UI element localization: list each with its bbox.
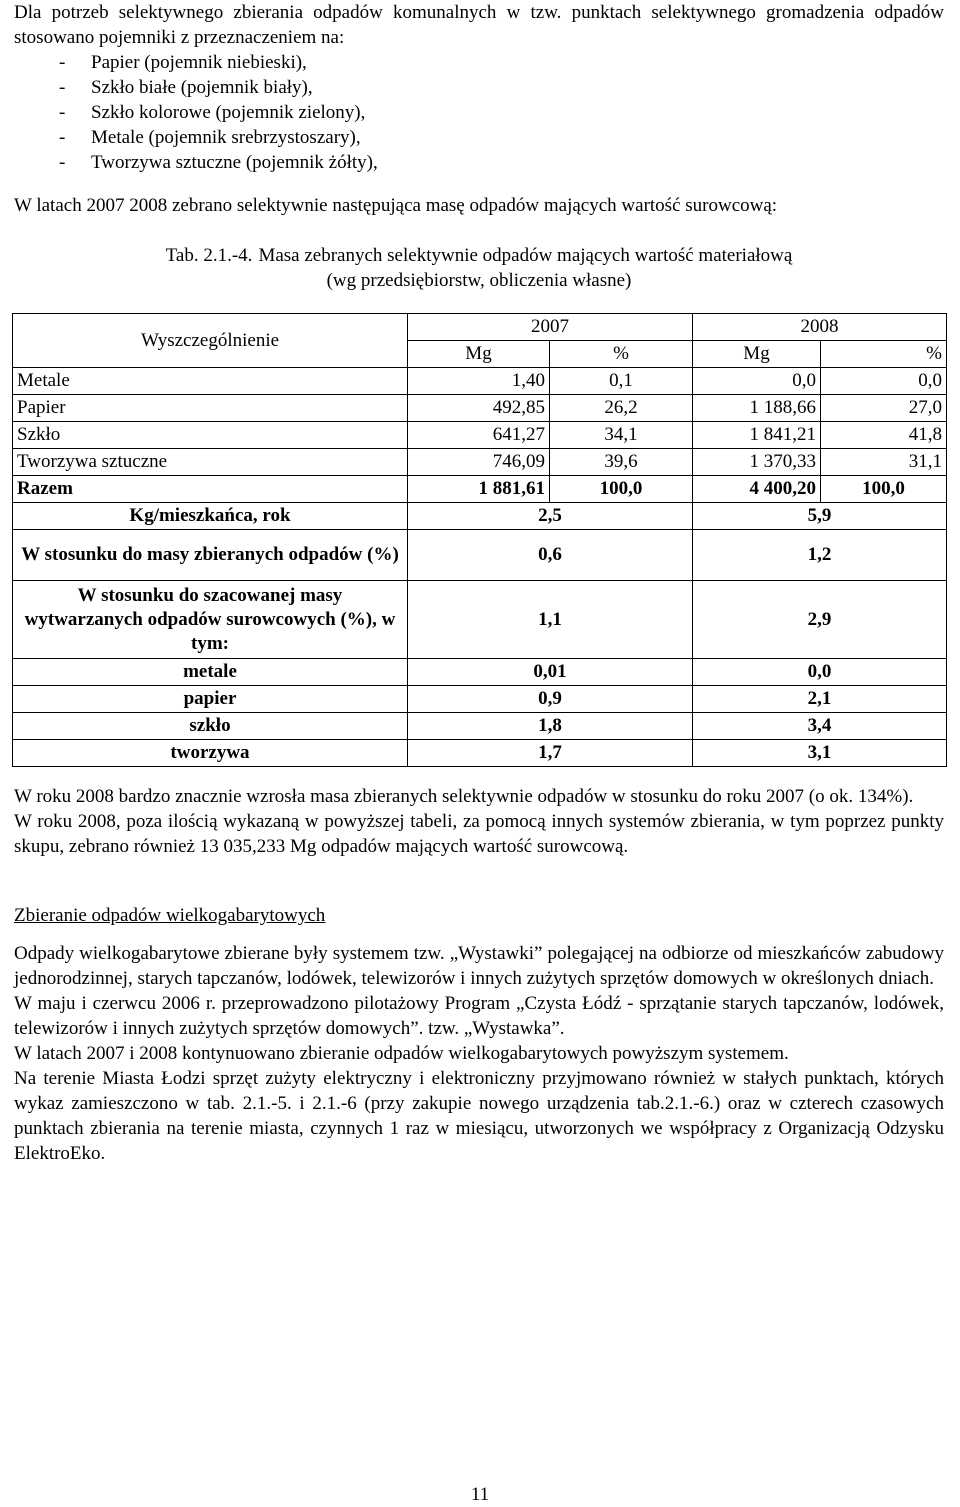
summary-2007: 1,1 (408, 581, 693, 659)
header-year-2008: 2008 (693, 314, 947, 341)
table-total-row (13, 476, 947, 503)
header-mg: Mg (693, 341, 821, 368)
row-name: Metale (13, 368, 408, 395)
cell-mg-2008: 1 841,21 (693, 422, 821, 449)
cell-mg-2007: 1,40 (408, 368, 550, 395)
paragraph-growth: W roku 2008 bardzo znacznie wzrosła masa zbieranych selektywnie odpadów w stosunku do roku 2007 (o ok. 134%). (14, 786, 914, 807)
summary-2007: 2,5 (408, 503, 693, 530)
cell-mg-2007: 641,27 (408, 422, 550, 449)
header-year-2007: 2007 (408, 314, 693, 341)
container-list (14, 50, 944, 175)
list-dash: - (59, 52, 66, 73)
table-row (13, 395, 947, 422)
summary-row (13, 530, 947, 581)
summary-name: W stosunku do szacowanej masy wytwarzanych odpadów surowcowych (%), w tym: (13, 581, 408, 659)
page-number: 11 (470, 1484, 490, 1505)
paragraph-other-systems: W roku 2008, poza ilością wykazaną w powyższej tabeli, za pomocą innych systemów zbierania, w tym poprzez punkty skupu, zebrano również 13 035,233 Mg odpadów mających wartość surowcową. (14, 811, 944, 857)
table-row (13, 449, 947, 476)
paragraph-wystawki: Odpady wielkogabarytowe zbierane były systemem tzw. „Wystawki” polegającej na odbiorze od mieszkańców zabudowy jednorodzinnej, starych tapczanów, lodówek, telewizorów i innych zużytych sprzętów domowych w określonych dniach. (14, 943, 944, 989)
waste-table (12, 313, 947, 767)
summary-name: Kg/mieszkańca, rok (13, 503, 408, 530)
total-pct-2008: 100,0 (821, 476, 947, 503)
table-row (13, 422, 947, 449)
header-mg: Mg (408, 341, 550, 368)
total-name: Razem (13, 476, 408, 503)
cell-mg-2007: 746,09 (408, 449, 550, 476)
list-item (14, 75, 944, 100)
section-title: Zbieranie odpadów wielkogabarytowych (14, 905, 326, 926)
paragraph-electronics: Na terenie Miasta Łodzi sprzęt zużyty elektryczny i elektroniczny przyjmowano również w stałych punktach, których wykaz zamieszczono w tab. 2.1.-5. i 2.1.-6 (przy zakupie nowego urządzenia tab.2.1.-6.) oraz w czterech czasowych punktach zbierania na terenie miasta, czynnych 1 raz w miesiącu, utworzonych we współpracy z Organizacją Odzysku ElektroEko. (14, 1068, 944, 1164)
summary-2008: 2,9 (693, 581, 947, 659)
cell-mg-2007: 492,85 (408, 395, 550, 422)
cell-pct-2007: 34,1 (550, 422, 693, 449)
summary-row (13, 581, 947, 659)
table-header-row (13, 314, 947, 341)
header-pct: % (821, 341, 947, 368)
cell-mg-2008: 1 188,66 (693, 395, 821, 422)
list-item-text: Szkło białe (pojemnik biały), (91, 77, 313, 98)
summary-name: W stosunku do masy zbieranych odpadów (%) (13, 530, 408, 581)
table-title: Masa zebranych selektywnie odpadów mających wartość materiałową (258, 245, 793, 266)
paragraph-continuation: W latach 2007 i 2008 kontynuowano zbieranie odpadów wielkogabarytowych powyższym systemem. (14, 1043, 789, 1064)
list-dash: - (59, 127, 66, 148)
total-mg-2008: 4 400,20 (693, 476, 821, 503)
summary-2008: 3,1 (693, 740, 947, 767)
list-item (14, 150, 944, 175)
cell-mg-2008: 0,0 (693, 368, 821, 395)
summary-row (13, 686, 947, 713)
summary-2007: 1,7 (408, 740, 693, 767)
table-source: (wg przedsiębiorstw, obliczenia własne) (326, 270, 632, 291)
summary-name: metale (13, 659, 408, 686)
header-label: Wyszczególnienie (13, 314, 408, 368)
summary-2007: 0,01 (408, 659, 693, 686)
table-caption (14, 243, 944, 293)
list-item-text: Papier (pojemnik niebieski), (91, 52, 307, 73)
intro-paragraph: Dla potrzeb selektywnego zbierania odpadów komunalnych w tzw. punktach selektywnego gromadzenia odpadów stosowano pojemniki z przeznaczeniem na: (14, 2, 944, 48)
cell-pct-2007: 26,2 (550, 395, 693, 422)
summary-row (13, 713, 947, 740)
summary-row (13, 503, 947, 530)
summary-2007: 0,6 (408, 530, 693, 581)
lead-sentence: W latach 2007 2008 zebrano selektywnie następująca masę odpadów mających wartość surowcową: (14, 195, 778, 216)
summary-2008: 0,0 (693, 659, 947, 686)
row-name: Szkło (13, 422, 408, 449)
cell-pct-2008: 27,0 (821, 395, 947, 422)
summary-row (13, 659, 947, 686)
list-dash: - (59, 152, 66, 173)
list-item-text: Szkło kolorowe (pojemnik zielony), (91, 102, 366, 123)
list-item-text: Metale (pojemnik srebrzystoszary), (91, 127, 361, 148)
header-pct: % (550, 341, 693, 368)
summary-row (13, 740, 947, 767)
cell-mg-2008: 1 370,33 (693, 449, 821, 476)
summary-2007: 1,8 (408, 713, 693, 740)
list-item (14, 125, 944, 150)
list-dash: - (59, 102, 66, 123)
list-item (14, 100, 944, 125)
summary-2008: 1,2 (693, 530, 947, 581)
table-number: Tab. 2.1.-4. (165, 245, 253, 266)
total-pct-2007: 100,0 (550, 476, 693, 503)
cell-pct-2008: 31,1 (821, 449, 947, 476)
list-item (14, 50, 944, 75)
summary-2008: 3,4 (693, 713, 947, 740)
row-name: Papier (13, 395, 408, 422)
list-item-text: Tworzywa sztuczne (pojemnik żółty), (91, 152, 378, 173)
paragraph-pilot-program: W maju i czerwcu 2006 r. przeprowadzono pilotażowy Program „Czysta Łódź - sprzątanie starych tapczanów, lodówek, telewizorów i innych zużytych sprzętów domowych”. tzw. „Wystawka”. (14, 993, 944, 1039)
summary-name: tworzywa (13, 740, 408, 767)
summary-2007: 0,9 (408, 686, 693, 713)
cell-pct-2008: 41,8 (821, 422, 947, 449)
summary-2008: 5,9 (693, 503, 947, 530)
summary-2008: 2,1 (693, 686, 947, 713)
summary-name: szkło (13, 713, 408, 740)
row-name: Tworzywa sztuczne (13, 449, 408, 476)
cell-pct-2008: 0,0 (821, 368, 947, 395)
table-row (13, 368, 947, 395)
total-mg-2007: 1 881,61 (408, 476, 550, 503)
cell-pct-2007: 39,6 (550, 449, 693, 476)
document-page (14, 0, 944, 1166)
list-dash: - (59, 77, 66, 98)
summary-name: papier (13, 686, 408, 713)
cell-pct-2007: 0,1 (550, 368, 693, 395)
